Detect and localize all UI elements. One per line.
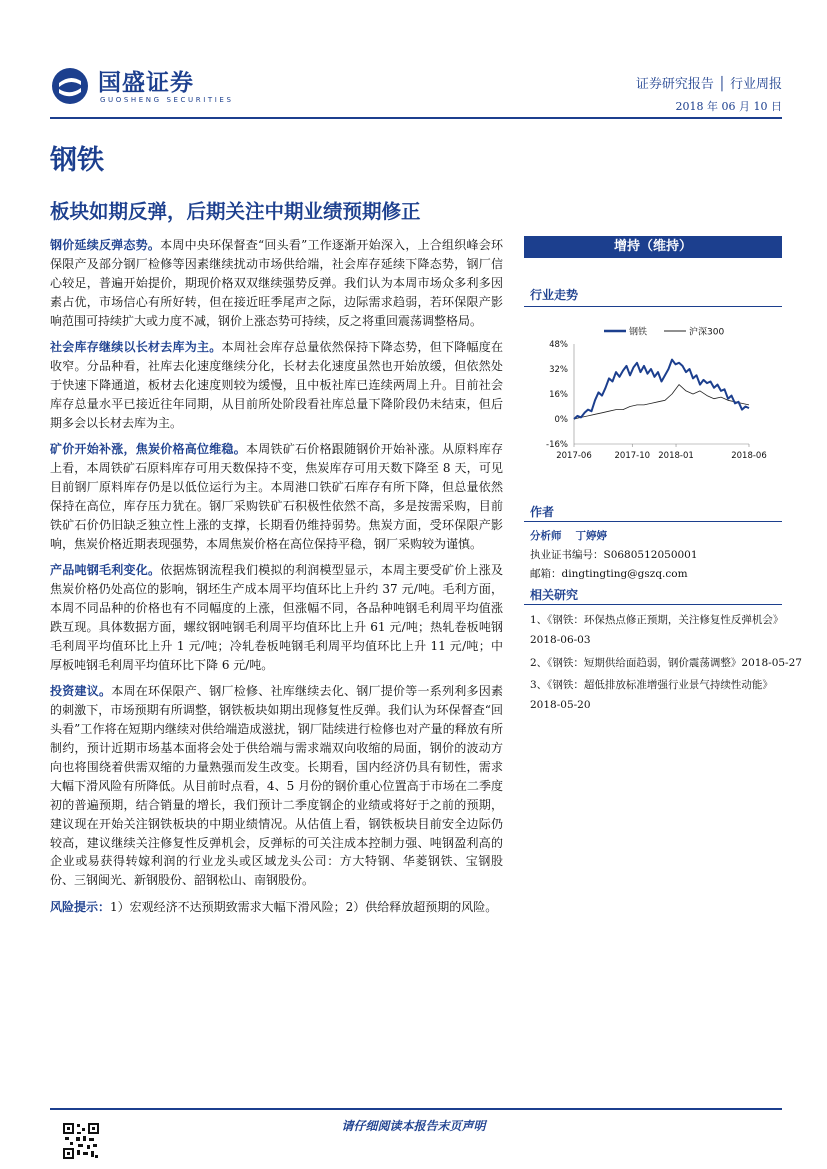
paragraph-text: 本周中央环保督查“回头看”工作逐渐开始深入，上合组织峰会环保限产及部分钢厂检修等因素继续扰动市场供给端，社会库存延续下降态势，钢厂信心较足，普遍开始提价，期现价格双双继续强势反弹。我们认为本周市场众多利多因素占优，市场信心有所好转，但在接近旺季尾声之际，边际需求趋弱，若环保限产影响范围可持续扩大或力度不减，钢价上涨态势可持续，反之将重回震荡调整格局。 (50, 238, 503, 328)
report-body (50, 236, 503, 924)
legend-label: 钢铁 (629, 327, 648, 338)
paragraph-text: 本周社会库存总量依然保持下降态势，但下降幅度在收窄。分品种看，社库去化速度继续分化，长材去化速度虽然也开始放缓，但依然处于快速下降通道，板材去化速度则较为缓慢，且中板社库已连续两周上升。目前社会库存总量水平已接近往年同期，从目前所处阶段看社库总量下降阶段仍未结束，但后期多会以长材去库为主。 (50, 340, 503, 430)
related-item-title[interactable]: 1、《钢铁：环保热点修正预期，关注修复性反弹机会》 (530, 614, 784, 626)
footer-divider (50, 1108, 782, 1110)
footer-disclaimer: 请仔细阅读本报告末页声明 (341, 1119, 486, 1133)
related-item-date: 2018-06-03 (530, 634, 591, 646)
series-line (574, 360, 749, 419)
paragraph-lead: 风险提示： (50, 899, 111, 914)
y-tick-label: 16% (549, 390, 568, 400)
cert-number: 执业证书编号：S0680512050001 (530, 549, 698, 561)
author-title: 作者 (530, 505, 555, 519)
brand-name-en: GUOSHENG SECURITIES (100, 96, 234, 104)
paragraph-lead: 投资建议。 (50, 684, 112, 699)
y-tick-label: 32% (549, 365, 568, 375)
paragraph-text: 1）宏观经济不达预期致需求大幅下滑风险；2）供给释放超预期的风险。 (110, 899, 498, 914)
related-item-title[interactable]: 3、《钢铁：超低排放标准增强行业景气持续性动能》 (530, 679, 773, 691)
report-type: 证券研究报告 │ 行业周报 (635, 77, 782, 92)
related-item-date: 2018-05-20 (530, 699, 591, 711)
paragraph (50, 338, 503, 433)
analyst-name: 丁婷婷 (575, 530, 607, 542)
y-tick-label: 0% (554, 415, 568, 425)
paragraph (50, 682, 503, 890)
y-tick-label: 48% (549, 340, 568, 350)
report-headline: 板块如期反弹，后期关注中期业绩预期修正 (50, 200, 421, 223)
trend-divider (524, 306, 782, 307)
paragraph (50, 440, 503, 553)
related-item-title[interactable]: 2、《钢铁：短期供给面趋弱，钢价震荡调整》2018-05-27 (530, 657, 802, 669)
x-tick-label: 2018-01 (658, 451, 694, 461)
report-date: 2018 年 06 月 10 日 (675, 100, 782, 113)
analyst-line (530, 528, 607, 543)
paragraph (50, 898, 503, 917)
brand-name-cn: 国盛证券 (98, 70, 194, 96)
x-tick-label: 2018-06 (731, 451, 767, 461)
paragraph (50, 236, 503, 331)
trend-title: 行业走势 (530, 288, 579, 302)
y-tick-label: -16% (546, 440, 568, 450)
related-title: 相关研究 (530, 588, 579, 602)
paragraph (50, 561, 503, 674)
paragraph-lead: 产品吨钢毛利变化。 (50, 563, 161, 578)
paragraph-lead: 矿价开始补涨，焦炭价格高位维稳。 (50, 442, 246, 457)
analyst-role: 分析师 (530, 530, 562, 542)
author-divider (524, 521, 782, 522)
paragraph-text: 本周在环保限产、钢厂检修、社库继续去化、钢厂提价等一系列利多因素的刺激下，市场预期有所调整，钢铁板块如期出现修复性反弹。我们认为环保督查“回头看”工作将在短期内继续对供给端造成滋扰，钢厂陆续进行检修也对产量的释放有所制约，预计近期市场基本面将会处于供给端与需求端双向收缩的局面，钢价的波动方向也将围绕着供需双缩的力量熟强而发生改变。长期看，国内经济仍具有韧性，需求大幅下滑风险有所降低。从目前时点看，4、5 月份的钢价重心位置高于市场在二季度初的普遍预期，结合销量的增长，我们预计二季度钢企的业绩或将好于之前的预期，建议现在开始关注钢铁板块的中期业绩情况。从估值上看，钢铁板块目前安全边际仍较高，建议继续关注修复性反弹机会，反弹标的可关注成本控制力强、吨钢盈利高的企业或易获得转嫁利润的行业龙头或区域龙头公司：方大特钢、华菱钢铁、宝钢股份、三钢闽光、新钢股份、韶钢松山、南钢股份。 (50, 684, 503, 888)
paragraph-text: 本周铁矿石价格跟随钢价开始补涨。从原料库存上看，本周铁矿石原料库存可用天数保持不变，焦炭库存可用天数下降至 8 天，可见目前钢厂原料库存仍是以低位运行为主。本周港口铁矿石库存有所下降，但总量依然保持在高位，库存压力犹在。钢厂采购铁矿石积极性依然不高，多是按需采购，目前铁矿石价仍旧缺乏独立性上涨的支撑，长期看仍维持弱势。焦炭方面，受环保限产影响，焦炭价格近期表现强势，本周焦炭价格在高位保持平稳，钢厂采购较为谨慎。 (50, 442, 503, 551)
industry-trend-chart (524, 318, 782, 468)
guosheng-logo-icon (50, 66, 90, 106)
rating-badge: 增持（维持） (524, 236, 782, 258)
related-divider (524, 604, 782, 605)
x-tick-label: 2017-10 (614, 451, 651, 461)
paragraph-lead: 社会库存继续以长材去库为主。 (50, 340, 222, 355)
paragraph-text: 依据炼钢流程我们模拟的利润模型显示，本周主要受矿价上涨及焦炭价格仍处高位的影响，钢坯生产成本周平均值环比上升约 37 元/吨。毛利方面，本周不同品种的价格也有不同幅度的上涨，但涨幅不同，各品种吨钢毛利周平均值涨跌互现。具体数据方面，螺纹钢吨钢毛利周平均值环比上升 61 元/吨；热轧卷板吨钢毛利周平均值环比上升 1 元/吨；冷轧卷板吨钢毛利周平均值环比上升 11 元/吨；中厚板吨钢毛利周平均值环比下降 6 元/吨。 (50, 563, 503, 672)
analyst-email: 邮箱：dingtingting@gszq.com (530, 568, 688, 580)
header-divider (50, 117, 782, 119)
industry-title: 钢铁 (50, 145, 104, 176)
x-tick-label: 2017-06 (556, 451, 592, 461)
legend-label: 沪深300 (689, 327, 725, 338)
paragraph-lead: 钢价延续反弹态势。 (50, 238, 161, 252)
